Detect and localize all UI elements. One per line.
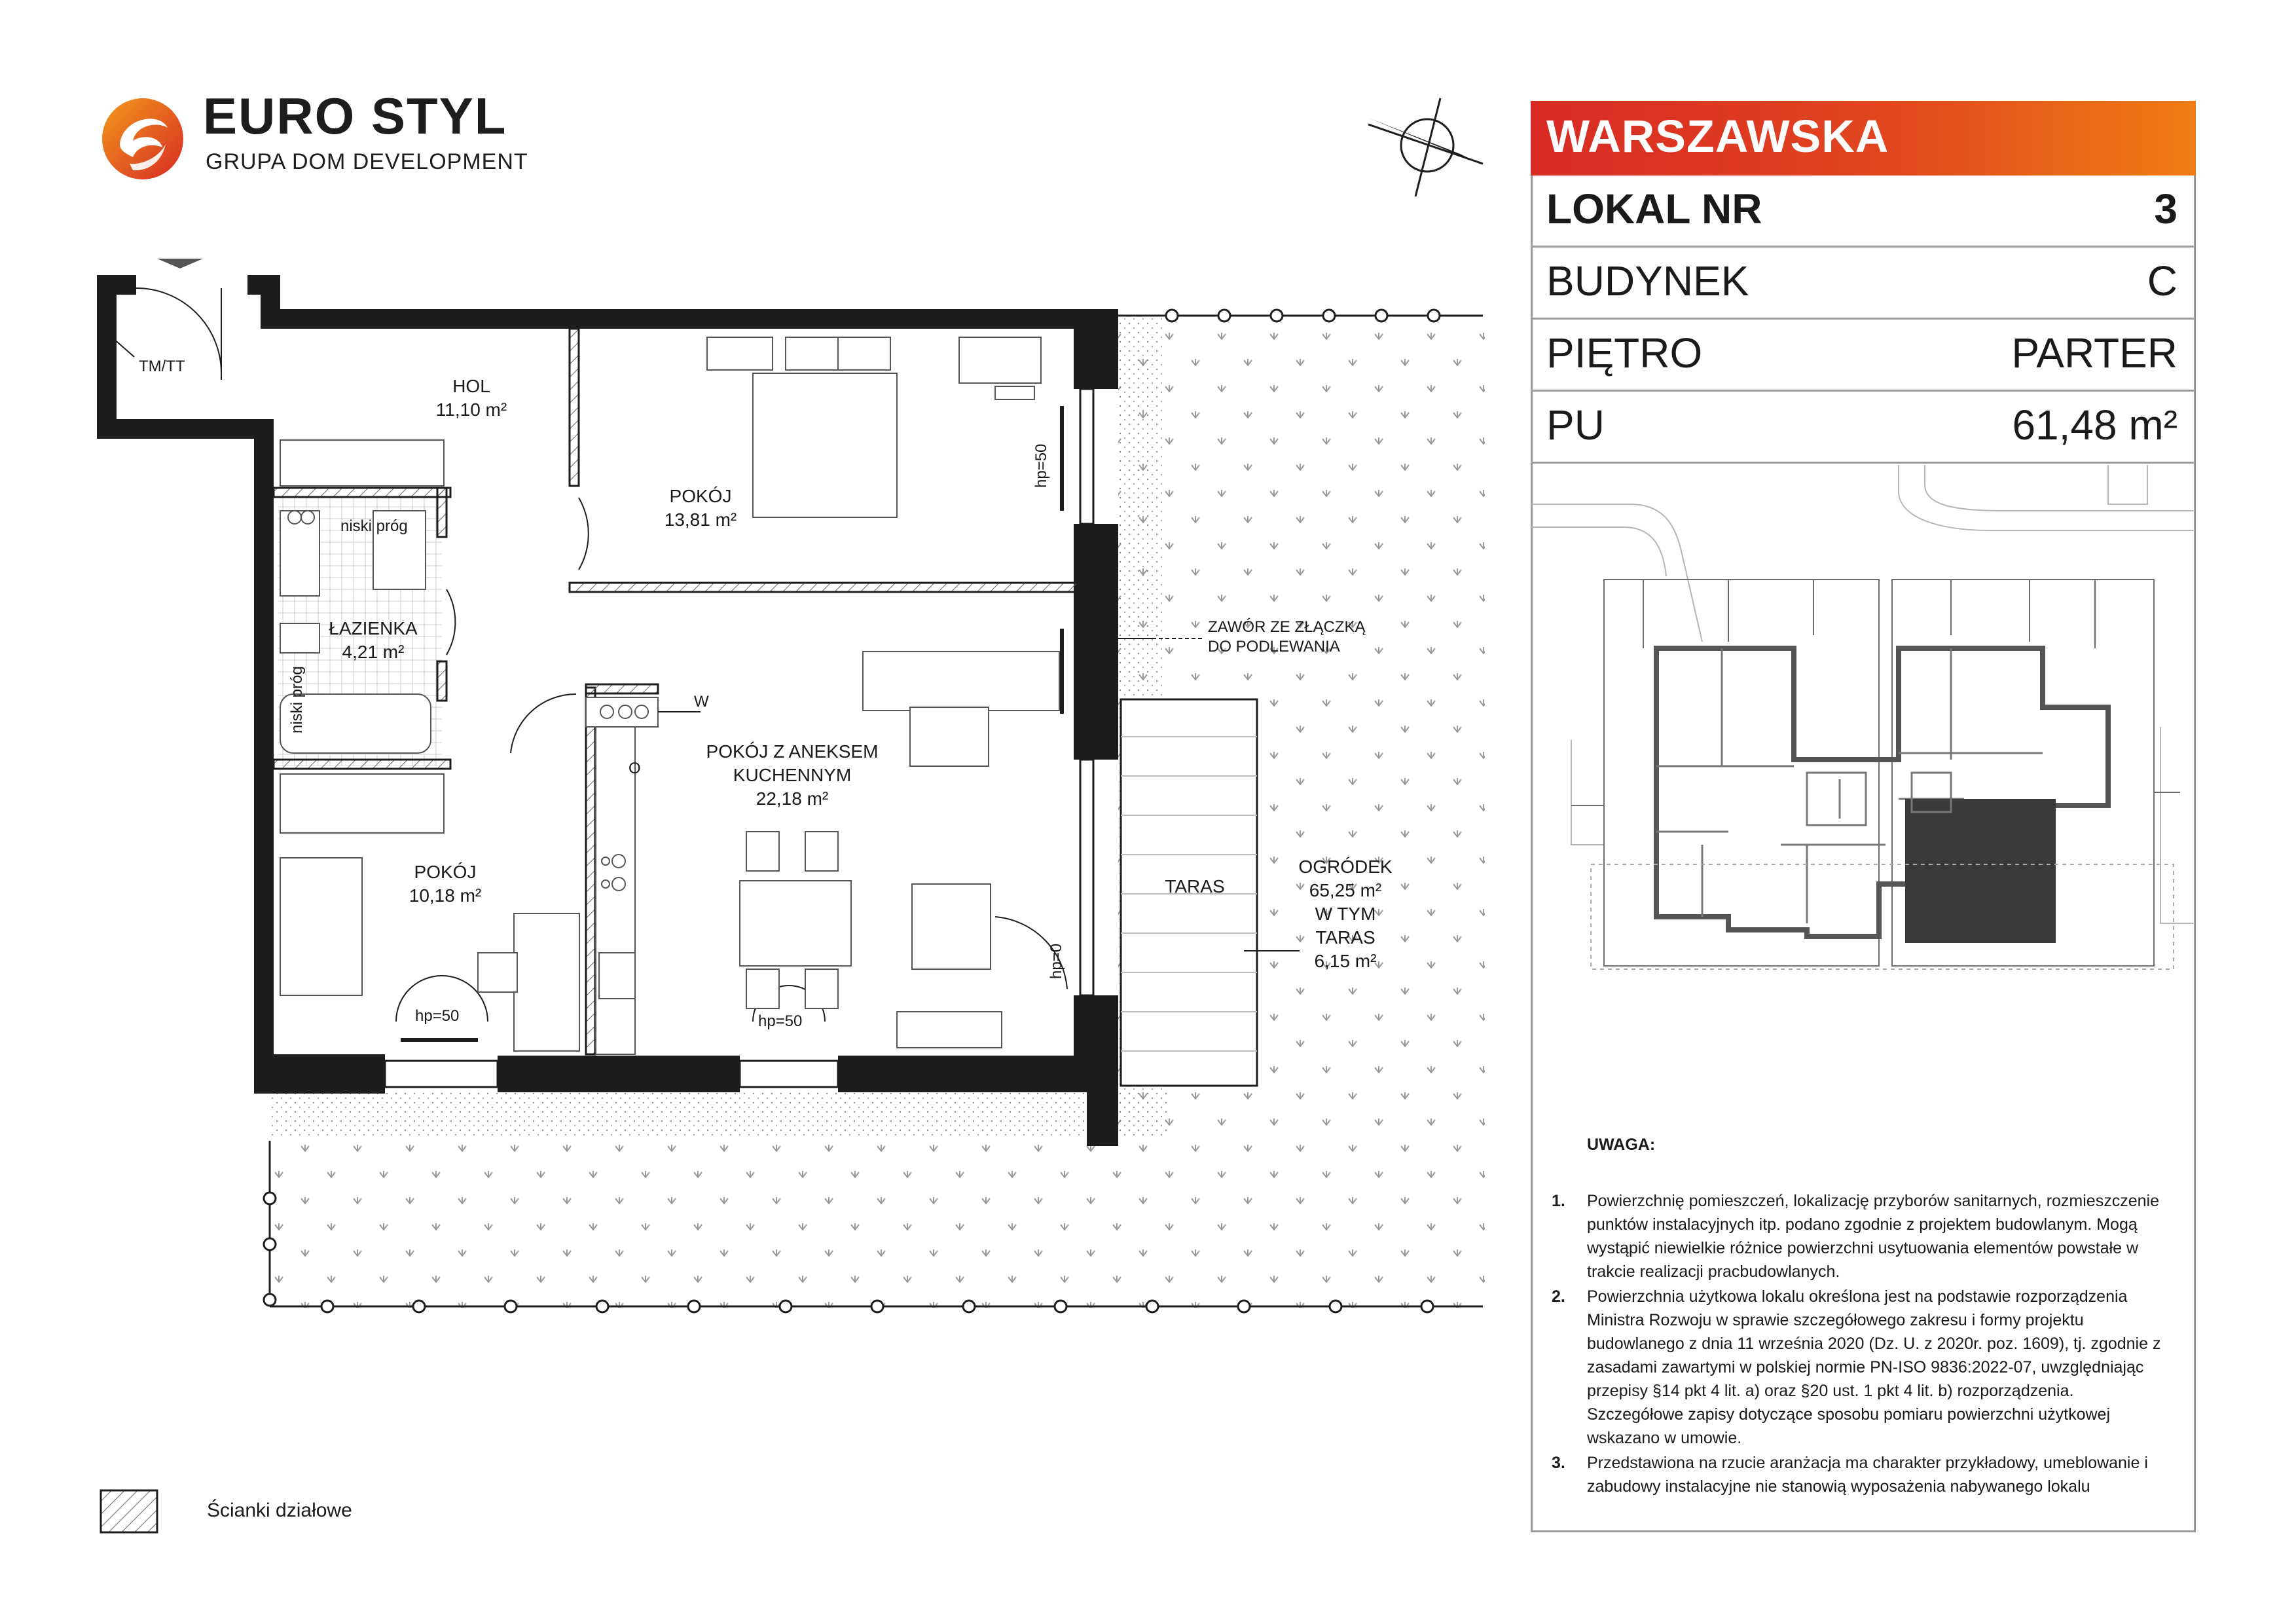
low-threshold-label: niski próg — [288, 666, 306, 733]
room-area: 10,18 m² — [409, 885, 482, 906]
info-label: PIĘTRO — [1546, 329, 1703, 377]
room-hol — [406, 375, 537, 422]
note-text: Powierzchnia użytkowa lokalu określona jest na podstawie rozporządzenia Ministra Rozwoju w sprawie szczegółowego zakresu i formy projektu budowlanego z dnia 11 września 2020 (Dz. U. z 2020r. poz. 1609), tj. zgodnie z zasadami zawartymi w polskiej normie PN-ISO 9836:2022-07, uwzględniając przepisy §14 pkt 4 lit. a) oraz §20 ust. 1 pkt 4 lit. b) rozporządzenia. Szczegółowe zapisy dotyczące sposobu pomiaru powierzchni użytkowej wskazano w umowie. — [1587, 1287, 2161, 1447]
brand-name: EURO STYL — [203, 87, 507, 145]
info-label: LOKAL NR — [1546, 185, 1762, 232]
info-row-lokal — [1531, 175, 2196, 248]
room-area: 13,81 m² — [664, 509, 737, 530]
building-key-plan — [1532, 465, 2195, 1115]
room-name: HOL — [452, 376, 490, 396]
room-name: OGRÓDEK — [1298, 857, 1393, 877]
room-lazienka — [308, 617, 439, 664]
note-text: Powierzchnię pomieszczeń, lokalizację przyborów sanitarnych, rozmieszczenie punktów instalacyjnych itp. podano zgodnie z projektem budowlanym. Mogą wystąpić niewielkie różnice powierzchni usytuowania elementów powstałe w trakcie realizacji pracbudowlanych. — [1587, 1192, 2159, 1281]
room-area: 65,25 m² — [1309, 880, 1382, 900]
room-name-line-1: POKÓJ Z ANEKSEM — [706, 741, 879, 762]
note-item — [1552, 1451, 2167, 1498]
room-area: 22,18 m² — [756, 788, 829, 809]
notes-title: UWAGA: — [1587, 1135, 1656, 1154]
info-value: 3 — [2154, 185, 2178, 232]
note-item — [1552, 1189, 2167, 1283]
investment-name: WARSZAWSKA — [1546, 111, 1889, 162]
legend-label: Ścianki działowe — [207, 1500, 352, 1521]
room-area: 4,21 m² — [342, 642, 405, 662]
door-height-label: hp=0 — [1048, 943, 1065, 979]
room-pokoj-z-aneksem — [661, 740, 923, 811]
valve-label-line-1: ZAWÓR ZE ZŁĄCZKĄ — [1208, 618, 1366, 636]
room-name: ŁAZIENKA — [329, 618, 418, 638]
info-row-budynek — [1531, 248, 2196, 320]
note-number: 1. — [1552, 1192, 1565, 1210]
info-value: 61,48 m² — [2012, 401, 2178, 449]
room-name-line-2: KUCHENNYM — [733, 765, 852, 785]
room-ogrodek — [1270, 855, 1421, 973]
notes-section — [1552, 1133, 2167, 1500]
window-height-label: hp=50 — [1032, 443, 1050, 488]
drain-point-label: O — [629, 760, 641, 777]
info-row-pietro — [1531, 320, 2196, 392]
info-value: PARTER — [2011, 329, 2178, 377]
room-area: 11,10 m² — [435, 399, 507, 420]
tm-tt-label: TM/TT — [139, 358, 185, 375]
low-threshold-label: niski próg — [340, 517, 408, 535]
window-height-label: hp=50 — [758, 1012, 803, 1030]
note-number: 2. — [1552, 1287, 1565, 1306]
brand-subtitle: GRUPA DOM DEVELOPMENT — [206, 149, 528, 174]
info-label: PU — [1546, 401, 1605, 449]
room-name: POKÓJ — [669, 486, 732, 506]
note-item — [1552, 1285, 2167, 1450]
room-note-line: TARAS — [1315, 927, 1376, 948]
partition-wall-swatch-icon — [100, 1489, 158, 1534]
room-pokoj-2 — [380, 860, 511, 908]
room-pokoj-1 — [629, 485, 773, 532]
room-name: TARAS — [1165, 876, 1225, 896]
water-point-label: W — [694, 693, 709, 710]
note-number: 3. — [1552, 1454, 1565, 1472]
note-text: Przedstawiona na rzucie aranżacja ma charakter przykładowy, umeblowanie i zabudowy instalacyjne nie stanowią wyposażenia nabywanego lokalu — [1587, 1454, 2148, 1496]
valve-label-line-2: DO PODLEWANIA — [1208, 638, 1340, 655]
room-note-line: W TYM — [1315, 904, 1376, 924]
info-value: C — [2147, 257, 2178, 304]
room-taras — [1133, 875, 1257, 898]
room-area-secondary: 6,15 m² — [1314, 951, 1377, 971]
info-label: BUDYNEK — [1546, 257, 1749, 304]
info-row-pu — [1531, 392, 2196, 464]
room-name: POKÓJ — [414, 862, 477, 882]
window-height-label: hp=50 — [415, 1007, 460, 1025]
